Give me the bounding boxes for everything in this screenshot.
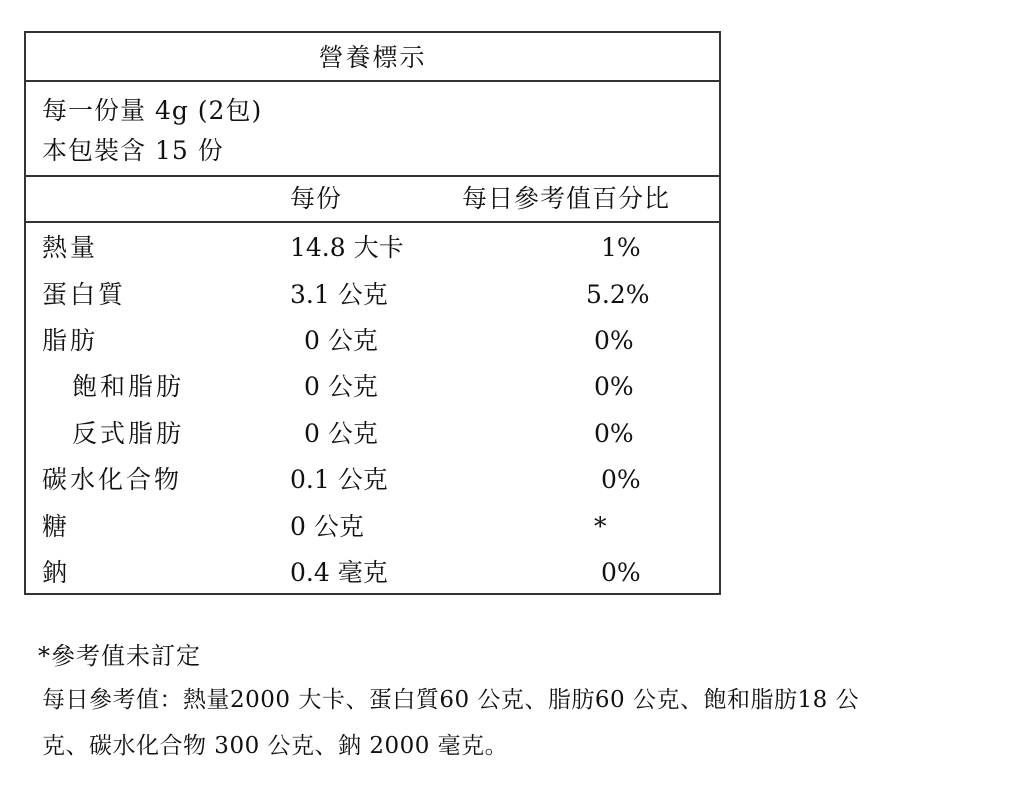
nutrient-per-serving: 0.1 公克 <box>290 465 388 494</box>
header-per-serving: 每份 <box>290 184 343 213</box>
daily-reference-note-line-2: 克、碳水化合物 300 公克、鈉 2000 毫克。 <box>42 733 509 759</box>
nutrient-name: 脂肪 <box>42 326 99 355</box>
table-row <box>26 272 719 318</box>
serving-size: 每一份量 4g (2包) <box>42 96 263 125</box>
table-row <box>26 364 719 410</box>
nutrient-per-serving: 0.4 毫克 <box>290 558 388 587</box>
table-row <box>26 225 719 271</box>
nutrient-name: 蛋白質 <box>42 280 127 309</box>
nutrition-label <box>24 31 721 595</box>
servings-per-package: 本包裝含 15 份 <box>42 136 224 165</box>
nutrient-per-serving: 3.1 公克 <box>290 280 388 309</box>
nutrient-daily-value: 5.2% <box>586 280 650 309</box>
nutrient-daily-value: 0% <box>594 326 634 355</box>
nutrient-daily-value: 0% <box>601 465 641 494</box>
nutrient-daily-value: 1% <box>601 233 641 262</box>
table-row <box>26 550 719 596</box>
nutrient-per-serving: 0 公克 <box>304 372 378 401</box>
nutrient-daily-value: * <box>594 512 607 541</box>
nutrient-per-serving: 0 公克 <box>290 512 364 541</box>
nutrient-name: 糖 <box>42 512 71 541</box>
nutrient-daily-value: 0% <box>594 372 634 401</box>
serving-info <box>26 82 719 177</box>
nutrient-name: 碳水化合物 <box>42 465 183 494</box>
asterisk-footnote: *參考值未訂定 <box>38 642 201 670</box>
nutrient-daily-value: 0% <box>594 419 634 448</box>
nutrient-daily-value: 0% <box>601 558 641 587</box>
daily-reference-note-line-1: 每日參考值：熱量2000 大卡、蛋白質60 公克、脂肪60 公克、飽和脂肪18 公 <box>42 687 860 713</box>
nutrient-name: 熱量 <box>42 233 99 262</box>
table-row <box>26 457 719 503</box>
nutrient-name: 鈉 <box>42 558 71 587</box>
nutrient-per-serving: 0 公克 <box>304 419 378 448</box>
header-daily-value: 每日參考值百分比 <box>462 184 671 213</box>
nutrient-per-serving: 0 公克 <box>304 326 378 355</box>
table-row <box>26 318 719 364</box>
table-row <box>26 504 719 550</box>
label-title: 營養標示 <box>26 33 719 82</box>
nutrient-per-serving: 14.8 大卡 <box>290 233 404 262</box>
nutrient-name: 飽和脂肪 <box>72 372 185 401</box>
nutrient-name: 反式脂肪 <box>72 419 185 448</box>
table-header <box>26 177 719 223</box>
table-row <box>26 411 719 457</box>
